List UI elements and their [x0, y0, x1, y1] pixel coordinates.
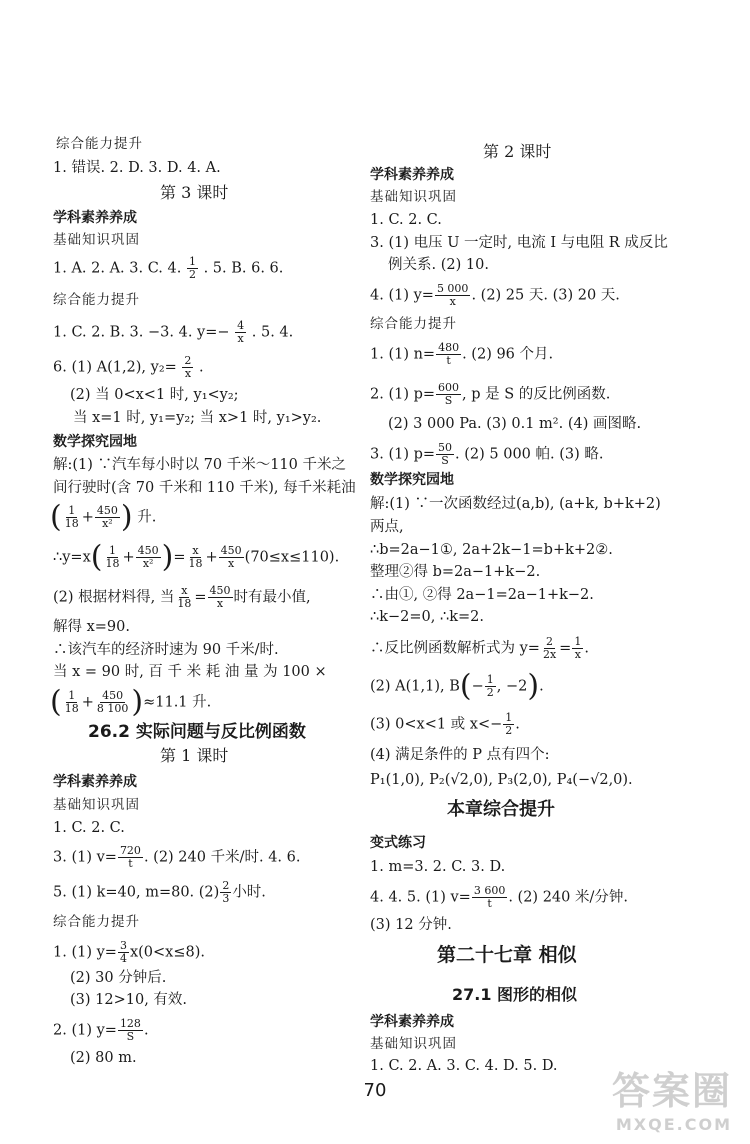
section-title: 学科素养养成 [53, 210, 137, 226]
answer-text: 1. (1) n= [370, 346, 436, 363]
numerator: 3 [119, 939, 127, 952]
answer-line: ∴k−2=0, ∴k=2. [370, 609, 484, 625]
answer-line [53, 880, 266, 905]
numerator: 450 [137, 544, 159, 557]
section-title: 数学探究园地 [370, 472, 454, 488]
answer-line: 1. C. 2. C. [53, 820, 125, 836]
answer-line [53, 1018, 149, 1043]
answer-text: 4. (1) y= [370, 287, 434, 304]
fraction [220, 880, 231, 905]
fraction [208, 585, 233, 610]
answer-line: P₁(1,0), P₂(√2,0), P₃(2,0), P₄(−√2,0). [370, 772, 633, 788]
answer-text: (2) A(1,1), B [370, 678, 460, 695]
answer-text: . (2) 240 米/分钟. [508, 889, 628, 906]
answer-text: 5. (1) k=40, m=80. (2) [53, 884, 220, 901]
denominator: S [126, 1030, 135, 1043]
numerator: 2 [184, 354, 192, 367]
answer-text: 1. C. 2. B. 3. −3. 4. y=− [53, 324, 230, 341]
chapter-summary-heading: 本章综合提升 [447, 799, 555, 820]
answer-line: ∴由①, ②得 2a−1=2a−1+k−2. [370, 587, 594, 603]
answer-text: 6. (1) A(1,2), y₂= [53, 359, 177, 376]
lesson-heading: 第 2 课时 [483, 142, 552, 161]
fraction [541, 636, 558, 661]
bracket: ( [50, 499, 62, 535]
section-subtitle: 综合能力提升 [53, 292, 140, 308]
section-heading: 27.1 图形的相似 [452, 985, 578, 1004]
fraction [436, 382, 461, 407]
section-subtitle: 基础知识巩固 [370, 1036, 457, 1052]
denominator: 18 [64, 702, 79, 715]
answer-text: . 5. B. 6. 6. [203, 260, 284, 277]
numerator: x [181, 584, 188, 597]
answer-line: (4) 满足条件的 P 点有四个: [370, 747, 550, 763]
section-title: 数学探究园地 [53, 434, 137, 450]
lesson-heading: 第 3 课时 [160, 183, 229, 202]
answer-text: 时有最小值, [233, 589, 311, 606]
answer-line: 1. C. 2. A. 3. C. 4. D. 5. D. [370, 1058, 558, 1074]
numerator: 1 [188, 255, 196, 268]
answer-text: 3. (1) v= [53, 849, 117, 866]
numerator: 450 [102, 689, 124, 702]
section-subtitle: 综合能力提升 [56, 136, 143, 152]
lesson-heading: 第 1 课时 [160, 746, 229, 765]
numerator: 1 [505, 711, 513, 724]
answer-line: (3) 12 分钟. [370, 917, 452, 933]
answer-text: (70≤x≤110). [244, 549, 340, 566]
answer-text: ∴y=x [53, 549, 91, 566]
numerator: x [192, 544, 199, 557]
denominator: x [237, 332, 244, 345]
numerator: 1 [68, 689, 76, 702]
denominator: 8 100 [96, 702, 129, 715]
fraction [436, 342, 461, 367]
answer-line [370, 382, 610, 407]
page-number: 70 [363, 1080, 387, 1101]
answer-line [370, 885, 628, 910]
bracket: ) [131, 684, 144, 720]
answer-text: 升. [137, 509, 157, 526]
fraction [103, 545, 121, 570]
denominator: x [574, 648, 581, 661]
denominator: x² [102, 517, 113, 530]
numerator: 450 [209, 584, 231, 597]
answer-line: 两点, [370, 519, 404, 535]
denominator: 2 [505, 724, 513, 737]
answer-line [370, 712, 520, 737]
answer-text: . [199, 359, 204, 376]
answer-text: . [515, 716, 520, 733]
numerator: 720 [119, 844, 141, 857]
bracket: ( [90, 539, 103, 575]
section-title: 学科素养养成 [370, 167, 454, 183]
denominator: 18 [188, 557, 203, 570]
denominator: x² [142, 557, 154, 570]
numerator: 2 [222, 879, 230, 892]
answer-text: . 5. 4. [251, 324, 294, 341]
answer-text: 2. (1) y= [53, 1022, 117, 1039]
answer-text: (3) 0<x<1 或 x<− [370, 716, 503, 733]
answer-text: 2. (1) p= [370, 386, 436, 403]
answer-line: 例关系. (2) 10. [388, 257, 489, 273]
numerator: 2 [546, 635, 554, 648]
fraction [235, 320, 246, 345]
answer-text: ∴反比例函数解析式为 y= [370, 640, 540, 657]
answer-line: 间行驶时(含 70 千米和 110 千米), 每千米耗油 [53, 480, 356, 496]
fraction [175, 585, 193, 610]
denominator: S [444, 394, 453, 407]
numerator: 50 [438, 441, 453, 454]
answer-line [53, 845, 300, 870]
answer-text: 小时. [232, 884, 266, 901]
fraction [572, 636, 583, 661]
denominator: 18 [105, 557, 120, 570]
denominator: 4 [119, 952, 127, 965]
answer-line [53, 256, 283, 281]
numerator: 1 [68, 504, 76, 517]
answer-line [53, 355, 204, 380]
denominator: x [216, 597, 224, 610]
answer-line: 1. m=3. 2. C. 3. D. [370, 859, 506, 875]
answer-line: 解得 x=90. [53, 619, 130, 635]
numerator: 3 600 [473, 884, 506, 897]
denominator: x [228, 557, 235, 570]
watermark-text: 答案圈 [611, 1069, 732, 1113]
answer-line: 1. C. 2. C. [370, 212, 442, 228]
answer-text: . (2) 25 天. (3) 20 天. [471, 287, 620, 304]
answer-line: (2) 80 m. [70, 1050, 137, 1066]
answer-text: ≈11.1 升. [143, 694, 212, 711]
fraction [436, 442, 454, 467]
denominator: t [128, 857, 133, 870]
denominator: x [449, 295, 456, 308]
answer-text: 3. (1) p= [370, 446, 436, 463]
section-subtitle: 基础知识巩固 [370, 189, 457, 205]
answer-text: . (2) 96 个月. [462, 346, 554, 363]
answer-line: (2) A(1,1), B(− $\frac{1}{2}$ , −2). [370, 668, 544, 704]
answer-line: 当 x=1 时, y₁=y₂; 当 x>1 时, y₁>y₂. [73, 410, 322, 426]
fraction [63, 505, 81, 530]
answer-text: , −2 [496, 678, 528, 695]
numerator: 600 [438, 381, 460, 394]
answer-line [53, 320, 293, 345]
fraction [472, 885, 508, 910]
answer-line [370, 283, 620, 308]
section-title: 学科素养养成 [370, 1014, 454, 1030]
bracket: ( [50, 684, 62, 720]
denominator: t [446, 354, 451, 367]
denominator: 18 [177, 597, 192, 610]
answer-line [370, 342, 553, 367]
watermark-url: MXQE.COM [615, 1115, 732, 1134]
answer-text: , p 是 S 的反比例函数. [462, 386, 611, 403]
denominator: 2 [486, 686, 494, 699]
bracket: ) [527, 668, 540, 704]
answer-text: . (2) 5 000 帕. (3) 略. [455, 446, 604, 463]
answer-line: 当 x = 90 时, 百 千 米 耗 油 量 为 100 × [53, 664, 327, 680]
fraction [118, 940, 129, 965]
numerator: 4 [237, 319, 245, 332]
denominator: t [487, 897, 492, 910]
answer-text: 4. 4. 5. (1) v= [370, 889, 471, 906]
fraction [118, 845, 143, 870]
bracket: ( [459, 668, 472, 704]
answer-line: 3. (1) 电压 U 一定时, 电流 I 与电阻 R 成反比 [370, 235, 668, 251]
fraction [187, 256, 198, 281]
fraction [118, 1018, 143, 1043]
answer-line: (3) 12>10, 有效. [70, 992, 188, 1008]
answer-text: . (2) 240 千米/时. 4. 6. [143, 849, 301, 866]
bracket: ) [161, 539, 174, 575]
numerator: 450 [96, 504, 118, 517]
answer-line: 解:(1) ∵汽车每小时以 70 千米～110 千米之 [53, 457, 346, 473]
answer-line: (2) 3 000 Pa. (3) 0.1 m². (4) 画图略. [388, 416, 642, 432]
answer-text: 1. A. 2. A. 3. C. 4. [53, 260, 182, 277]
section-subtitle: 综合能力提升 [53, 914, 140, 930]
answer-line: 解:(1) ∵一次函数经过(a,b), (a+k, b+k+2) [370, 496, 661, 512]
denominator: 18 [64, 517, 79, 530]
answer-line: ( $\frac{1}{18}$ + $\frac{450}{8 100}$ )≈11.1 升. [50, 684, 212, 720]
answer-text: (2) 根据材料得, 当 [53, 589, 175, 606]
section-subtitle: 基础知识巩固 [53, 797, 140, 813]
fraction [182, 355, 193, 380]
answer-line: (2) 当 0<x<1 时, y₁<y₂; [70, 387, 239, 403]
answer-text: 1. (1) y= [53, 944, 117, 961]
answer-line: ∴y=x( $\frac{1}{18}$ + $\frac{450}{\text{x²}}$ )= $\frac{x}{18}$ + $\frac{450}{x}$ (70≤x≤110). [53, 539, 340, 575]
answer-text: . [584, 640, 589, 657]
numerator: 1 [574, 635, 582, 648]
denominator: 3 [222, 892, 230, 905]
fraction [503, 712, 514, 737]
answer-line: ( $\frac{1}{18}$ + $\frac{450}{\text{x²}}$ ) 升. [50, 499, 157, 535]
answer-text: . [143, 1022, 149, 1039]
watermark-logo [612, 1060, 732, 1134]
answer-line: ∴该汽车的经济时速为 90 千米/时. [53, 642, 279, 658]
denominator: 2x [542, 648, 557, 661]
section-subtitle: 基础知识巩固 [53, 232, 140, 248]
answer-line: ∴b=2a−1①, 2a+2k−1=b+k+2②. [370, 542, 613, 558]
answer-line: ∴反比例函数解析式为 y= $\frac{2}{2x}$ = $\frac{1}{x}$ . [370, 635, 589, 661]
section-subtitle: 综合能力提升 [370, 316, 457, 332]
denominator: 2 [188, 268, 196, 281]
section-heading: 26.2 实际问题与反比例函数 [88, 722, 306, 742]
fraction [187, 545, 205, 570]
fraction [95, 690, 131, 715]
fraction [95, 505, 120, 530]
numerator: 5 000 [436, 282, 469, 295]
answer-line: 整理②得 b=2a−1+k−2. [370, 564, 541, 580]
answer-line: 1. 错误. 2. D. 3. D. 4. A. [53, 160, 221, 176]
answer-line: (2) 30 分钟后. [70, 970, 167, 986]
section-title: 变式练习 [370, 835, 426, 851]
numerator: 450 [220, 544, 242, 557]
section-title: 学科素养养成 [53, 774, 137, 790]
numerator: 128 [119, 1017, 141, 1030]
numerator: 480 [438, 341, 460, 354]
denominator: x [184, 367, 192, 380]
numerator: 1 [108, 544, 116, 557]
fraction [219, 545, 244, 570]
fraction [485, 674, 496, 699]
bracket: ) [120, 499, 133, 535]
answer-line: (2) 根据材料得, 当 $\frac{x}{18}$ = $\frac{450}{x}$ 时有最小值, [53, 584, 311, 610]
chapter-heading: 第二十七章 相似 [437, 944, 577, 966]
numerator: 1 [486, 673, 494, 686]
fraction [63, 690, 81, 715]
answer-text: x(0<x≤8). [129, 944, 205, 961]
answer-line [370, 442, 604, 467]
fraction [435, 283, 471, 308]
fraction [136, 545, 161, 570]
denominator: S [441, 454, 449, 467]
answer-line [53, 940, 205, 965]
